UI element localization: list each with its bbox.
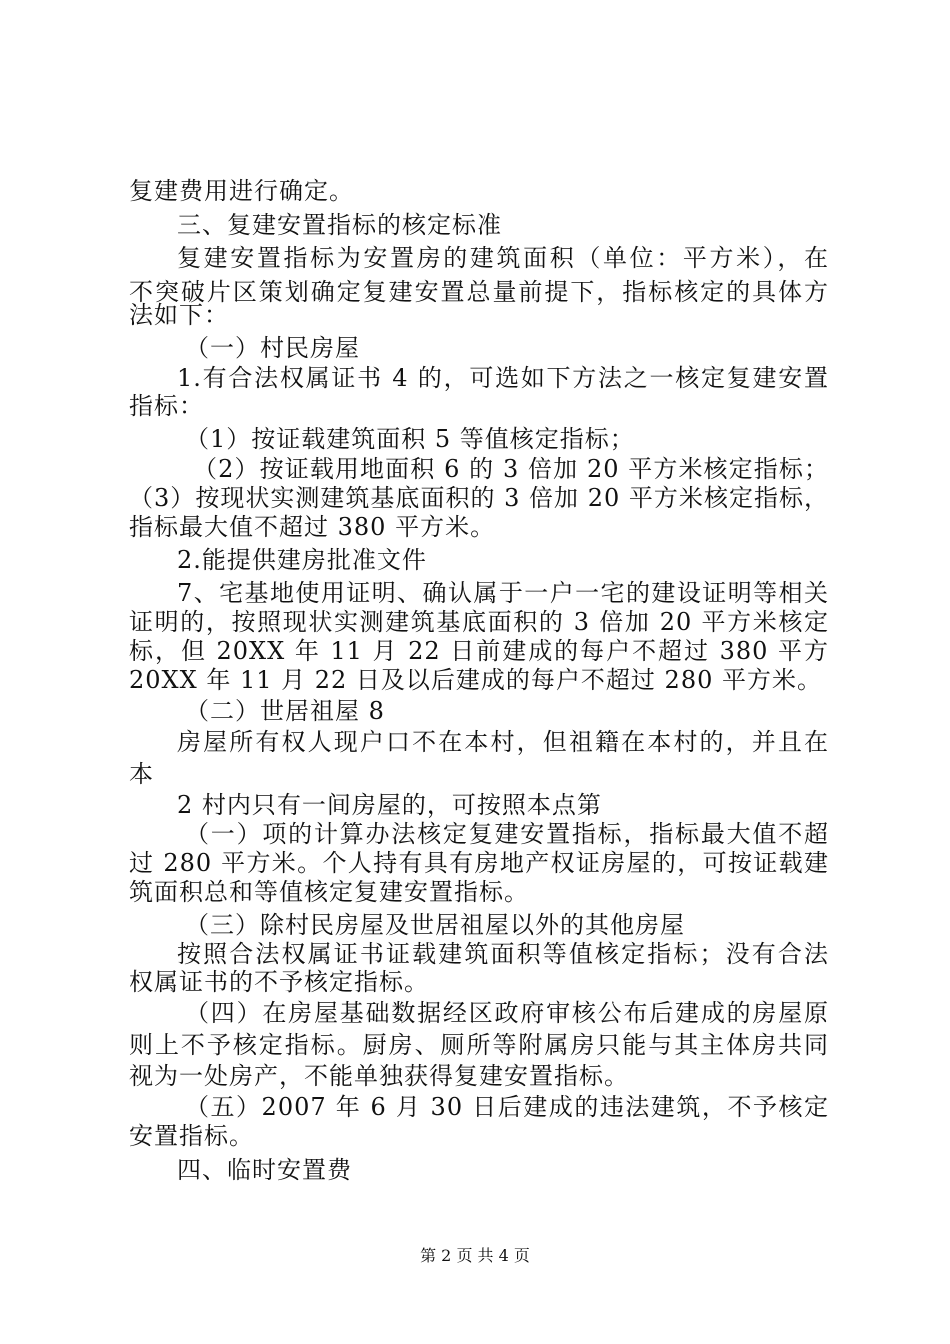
text-line: 过 280 平方米。个人持有具有房地产权证房屋的，可按证载建 xyxy=(129,849,829,877)
text-line: 房屋所有权人现户口不在本村，但祖籍在本村的，并且在 xyxy=(177,728,829,756)
subsection-heading: （三）除村民房屋及世居祖屋以外的其他房屋 xyxy=(185,911,685,939)
text-line: 权属证书的不予核定指标。 xyxy=(129,968,429,996)
text-line: 指标最大值不超过 380 平方米。 xyxy=(129,513,496,541)
section-heading: 四、临时安置费 xyxy=(177,1156,352,1184)
text-line: 标，但 20XX 年 11 月 22 日前建成的每户不超过 380 平方 xyxy=(129,637,829,665)
section-heading: 三、复建安置指标的核定标准 xyxy=(177,211,502,239)
text-line: 本 xyxy=(129,760,154,788)
page-number-footer: 第 2 页 共 4 页 xyxy=(420,1246,530,1265)
subsection-heading: （二）世居祖屋 8 xyxy=(185,697,385,725)
text-line: 7、宅基地使用证明、确认属于一户一宅的建设证明等相关 xyxy=(177,579,829,607)
text-line: 复建安置指标为安置房的建筑面积（单位：平方米），在 xyxy=(177,244,829,272)
text-line: 不突破片区策划确定复建安置总量前提下，指标核定的具体方 xyxy=(129,278,829,306)
text-line: （一）项的计算办法核定复建安置指标，指标最大值不超 xyxy=(185,820,829,848)
text-line: 视为一处房产，不能单独获得复建安置指标。 xyxy=(129,1062,629,1090)
text-line: 2 村内只有一间房屋的，可按照本点第 xyxy=(177,791,602,819)
text-line: 证明的，按照现状实测建筑基底面积的 3 倍加 20 平方米核定 xyxy=(129,608,829,636)
text-line: 按照合法权属证书证载建筑面积等值核定指标；没有合法 xyxy=(177,940,829,968)
text-line: 复建费用进行确定。 xyxy=(129,177,354,205)
text-line: 法如下： xyxy=(129,301,229,329)
text-line: （五）2007 年 6 月 30 日后建成的违法建筑，不予核定 xyxy=(185,1093,829,1121)
text-line: （四）在房屋基础数据经区政府审核公布后建成的房屋原 xyxy=(185,999,829,1027)
text-line: 1.有合法权属证书 4 的，可选如下方法之一核定复建安置 xyxy=(177,364,829,392)
text-line: 筑面积总和等值核定复建安置指标。 xyxy=(129,878,529,906)
text-line: （1）按证载建筑面积 5 等值核定指标； xyxy=(185,425,635,453)
text-line: （3）按现状实测建筑基底面积的 3 倍加 20 平方米核定指标， xyxy=(129,484,829,512)
text-line: 安置指标。 xyxy=(129,1122,254,1150)
text-line: 指标： xyxy=(129,392,204,420)
text-line: 则上不予核定指标。厨房、厕所等附属房只能与其主体房共同 xyxy=(129,1031,829,1059)
text-line: 2.能提供建房批准文件 xyxy=(177,546,427,574)
text-line: （2）按证载用地面积 6 的 3 倍加 20 平方米核定指标； xyxy=(193,455,829,483)
subsection-heading: （一）村民房屋 xyxy=(185,334,360,362)
text-line: 20XX 年 11 月 22 日及以后建成的每户不超过 280 平方米。 xyxy=(129,666,822,694)
